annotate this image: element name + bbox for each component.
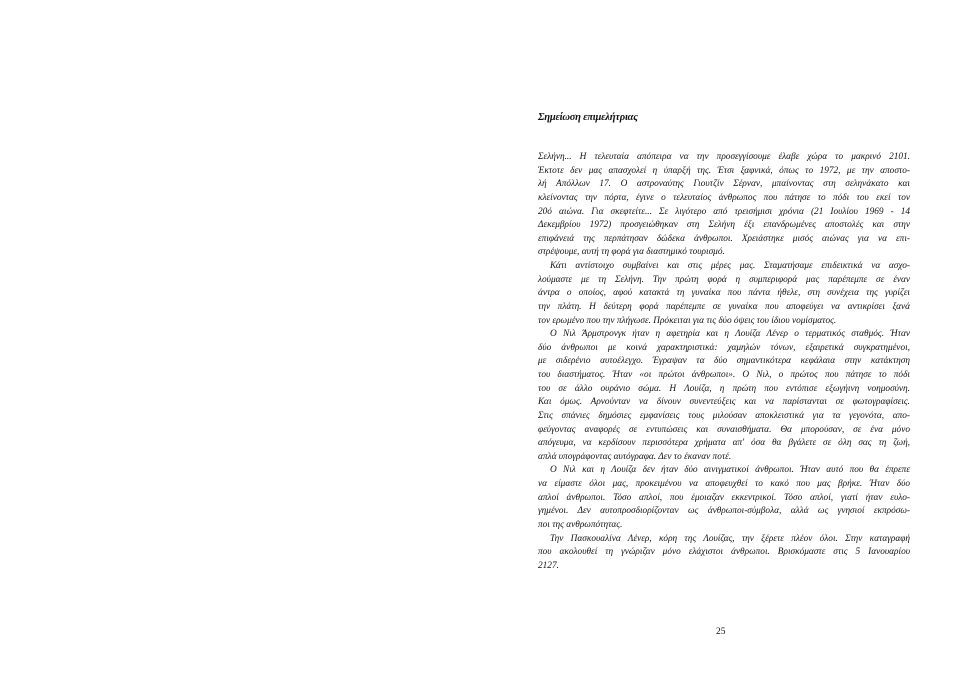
text-line: λούμαστε με τη Σελήνη. Την πρώτη φορά η συμπεριφορά μας παρέπεμπε σε έναν bbox=[538, 274, 910, 285]
text-line: του σε άλλο ουράνιο σώμα. Η Λουίζα, η πρώτη που εντόπισε εξωγήινη νοημοσύνη. bbox=[538, 383, 910, 394]
text-line: φεύγοντας αναφορές σε εντυπώσεις και συναισθήματα. Θα μπορούσαν, σε ένα μόνο bbox=[538, 424, 910, 435]
body-text bbox=[538, 151, 910, 573]
text-line: Σελήνη... Η τελευταία απόπειρα να την προσεγγίσουμε έλαβε χώρα το μακρινό 2101. bbox=[538, 152, 910, 162]
text-line: Την Πασκουαλίνα Λένερ, κόρη της Λουίζας, την ξέρετε πλέον όλοι. Στην καταγραφή bbox=[550, 533, 910, 544]
text-line: 20ό αιώνα. Για σκεφτείτε... Σε λιγότερο από τρεισήμισι χρόνια (21 Ιουλίου 1969 - 14 bbox=[538, 206, 910, 217]
text-line: Ο Νιλ Άρμστρονγκ ήταν η αφετηρία και η Λουίζα Λένερ ο τερματικός σταθμός. Ήταν bbox=[550, 329, 910, 340]
section-heading: Σημείωση επιμελήτριας bbox=[538, 112, 638, 123]
text-line: απλά υπογράφοντας αυτόγραφα. Δεν το έκαναν ποτέ. bbox=[538, 451, 732, 462]
text-line: ποι της ανθρωπότητας. bbox=[538, 519, 623, 530]
text-line: στρέψουμε, αυτή τη φορά για διαστημικό τουρισμό. bbox=[538, 247, 725, 258]
text-line: κλείνοντας την πόρτα, έγινε ο τελευταίος άνθρωπος που πάτησε το πόδι του εκεί τον bbox=[538, 192, 910, 203]
text-line: με σιδερένιο αυτοέλεγχο. Έγραψαν τα δύο σημαντικότερα κεφάλαια στην κατάκτηση bbox=[538, 356, 910, 367]
text-line: λή Απόλλων 17. Ο αστροναύτης Γιουτζίν Σέρναν, μπαίνοντας στη σεληνάκατο και bbox=[538, 179, 910, 190]
text-line: Έκτοτε δεν μας απασχολεί η ύπαρξή της. Έτσι ξαφνικά, όπως το 1972, με την αποστο- bbox=[538, 165, 910, 176]
text-line: του διαστήματος. Ήταν «οι πρώτοι άνθρωποι». Ο Νιλ, ο πρώτος που πάτησε το πόδι bbox=[538, 370, 910, 380]
text-line: Στις σπάνιες δημόσιες εμφανίσεις τους μιλούσαν αποκλειστικά για τα γεγονότα, απο- bbox=[538, 410, 910, 421]
text-line: που ακολουθεί τη γνώριζαν μόνο ελάχιστοι άνθρωποι. Βρισκόμαστε στις 5 Ιανουαρίου bbox=[538, 547, 910, 558]
text-line: την πλάτη. Η δεύτερη φορά παρέπεμπε σε γυναίκα που αποφεύγει να αντικρίσει ξανά bbox=[538, 301, 910, 312]
text-line: επιφάνειά της περπάτησαν δώδεκα άνθρωποι. Χρειάστηκε μισός αιώνας για να επι- bbox=[538, 233, 910, 244]
text-line: 2127. bbox=[538, 560, 559, 571]
text-line: άντρα ο οποίος, αφού κατακτά τη γυναίκα που πάντα ήθελε, στη συνέχεια της γυρίζει bbox=[538, 288, 910, 299]
text-line: Δεκεμβρίου 1972) προσγειώθηκαν στη Σελήνη έξι επανδρωμένες αποστολές και στην bbox=[538, 220, 910, 231]
text-line: απόγευμα, να κερδίσουν περισσότερα χρήματα απ' όσα θα βγάλετε σε όλη σας τη ζωή, bbox=[538, 438, 910, 449]
text-line: Κάτι αντίστοιχο συμβαίνει και στις μέρες μας. Σταματήσαμε επιδεικτικά να ασχο- bbox=[550, 261, 910, 271]
text-line: να είμαστε όλοι μας, προκειμένου να αποφευχθεί το κακό που μας βρήκε. Ήταν δύο bbox=[538, 479, 910, 489]
text-line: δύο άνθρωποι με κοινά χαρακτηριστικά: χαμηλών τόνων, εξαιρετικά συγκρατημένοι, bbox=[538, 342, 910, 353]
text-line: γημένοι. Δεν αυτοπροσδιορίζονταν ως άνθρωποι-σύμβολα, αλλά ως γνησιοί εκπρόσω- bbox=[538, 506, 910, 517]
page-number: 25 bbox=[716, 627, 726, 637]
text-line: Και όμως. Αρνούνταν να δίνουν συνεντεύξεις και να παρίστανται σε φωτογραφίσεις. bbox=[538, 397, 910, 408]
text-line: Ο Νιλ και η Λουίζα δεν ήταν δύο αινιγματικοί άνθρωποι. Ήταν αυτό που θα έπρεπε bbox=[550, 465, 910, 476]
text-line: απλοί άνθρωποι. Τόσο απλοί, που έμοιαζαν εκκεντρικοί. Τόσο απλοί, γιατί ήταν ευλο- bbox=[538, 492, 910, 503]
text-line: τον ερωμένο που την πλήγωσε. Πρόκειται για τις δύο όψεις του ίδιου νομίσματος. bbox=[538, 315, 837, 326]
